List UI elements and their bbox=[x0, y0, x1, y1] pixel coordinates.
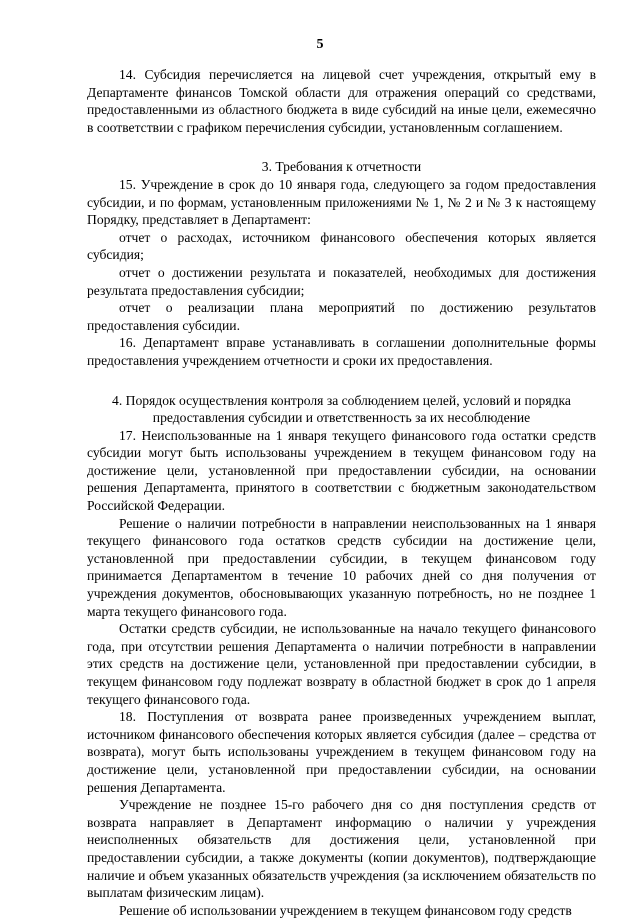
report-item-expenses: отчет о расходах, источником финансового обеспечения которых является субсидия; bbox=[87, 229, 596, 263]
paragraph-18-decision: Решение об использовании учреждением в текущем финансовом году средств bbox=[119, 902, 572, 918]
paragraph-16: 16. Департамент вправе устанавливать в соглашении дополнительные формы предоставления учреждением отчетности и сроки их предоставления. bbox=[87, 335, 596, 368]
paragraph-18-info: Учреждение не позднее 15-го рабочего дня со дня поступления средств от возврата направляет в Департамент информацию о наличии у учреждения неисполненных обязательств для достижения цели, установленной при предоставлении субсидии, а также документы (копии документов), подтверждающие наличие и объем указанных обязательств учреждения (за исключением обязательств по выплатам физическим лицам). bbox=[87, 797, 596, 901]
paragraph-17-remainder: Остатки средств субсидии, не использованные на начало текущего финансового года, при отсутствии решения Департамента о наличии потребности в направлении этих средств на достижение цели, установленной при предоставлении субсидии, в текущем финансовом году подлежат возврату в областной бюджет в срок до 1 апреля текущего финансового года. bbox=[87, 621, 596, 707]
paragraph-18: 18. Поступления от возврата ранее произведенных учреждением выплат, источником финансового обеспечения которых является субсидия (далее – средства от возврата), могут быть использованы учреждением в текущем финансовом году на достижение цели, установленной при предоставлении субсидии, на основании решения Департамента. bbox=[87, 709, 596, 795]
paragraph-17-decision: Решение о наличии потребности в направлении неиспользованных на 1 января текущего финансового года остатков средств субсидии на достижение цели, установленной при предоставлении субсидии, в текущем финансовом году принимается Департаментом в течение 10 рабочих дней со дня получения от учреждения документов, обосновывающих указанную потребность, но не позднее 1 марта текущего финансового года. bbox=[87, 515, 596, 619]
report-item-results: отчет о достижении результата и показателей, необходимых для достижения результата предоставления субсидии; bbox=[87, 264, 596, 298]
section-heading-4-line-2: предоставления субсидии и ответственность за их несоблюдение bbox=[152, 410, 531, 426]
paragraph-15: 15. Учреждение в срок до 10 января года, следующего за годом предоставления субсидии, и по формам, установленным приложениями № 1, № 2 и № 3 к настоящему Порядку, представляет в Департамент: bbox=[87, 176, 596, 228]
paragraph-17: 17. Неиспользованные на 1 января текущего финансового года остатки средств субсидии могут быть использованы учреждением в текущем финансовом году на достижение цели, установленной при предоставлении субсидии, на основании решения Департамента, принятого в соответствии с бюджетным законодательством Российской Федерации. bbox=[87, 427, 596, 514]
section-heading-4-line-1: 4. Порядок осуществления контроля за соблюдением целей, условий и порядка bbox=[112, 392, 571, 408]
section-heading-3: 3. Требования к отчетности bbox=[261, 159, 422, 175]
page-number: 5 bbox=[316, 37, 324, 52]
report-item-plan: отчет о реализации плана мероприятий по достижению результатов предоставления субсидии. bbox=[87, 300, 596, 333]
document-body bbox=[87, 66, 596, 919]
paragraph-14: 14. Субсидия перечисляется на лицевой счет учреждения, открытый ему в Департаменте финансов Томской области для отражения операций со средствами, предоставленными из областного бюджета в виде субсидий на иные цели, ежемесячно в соответствии с графиком перечисления субсидии, установленным соглашением. bbox=[87, 67, 596, 135]
